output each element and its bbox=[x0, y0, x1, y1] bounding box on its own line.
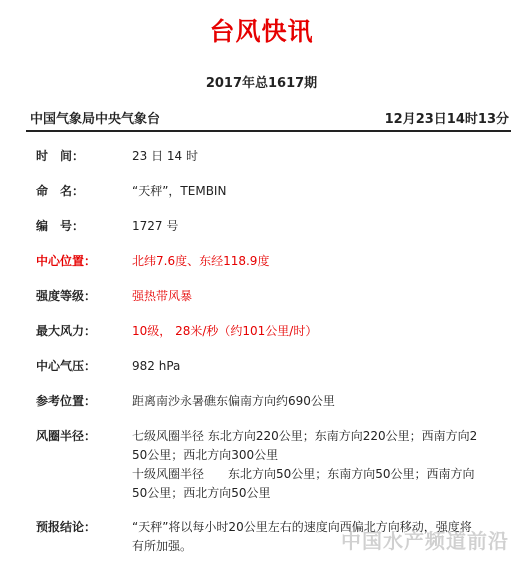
header-divider bbox=[26, 130, 511, 132]
wind-radius-line: 七级风圈半径 东北方向220公里；东南方向220公里；西南方向2 bbox=[132, 429, 478, 443]
watermark: 中国水产频道前沿 bbox=[341, 529, 509, 553]
row-label: 预报结论： bbox=[36, 520, 97, 534]
row-value bbox=[132, 427, 503, 503]
row-label: 中心气压： bbox=[36, 359, 97, 373]
row-label: 编 号： bbox=[36, 219, 85, 233]
row-label: 风圈半径： bbox=[36, 429, 97, 443]
row-label: 强度等级： bbox=[36, 289, 97, 303]
row-label: 命 名： bbox=[36, 184, 85, 198]
row-value: 距离南沙永暑礁东偏南方向约690公里 bbox=[132, 394, 335, 408]
wind-radius-line: 50公里；西北方向50公里 bbox=[132, 486, 271, 500]
agency-name: 中国气象局中央气象台 bbox=[30, 112, 161, 127]
row-value: 982 hPa bbox=[132, 359, 181, 373]
row-label: 参考位置： bbox=[36, 394, 97, 408]
bulletin-header bbox=[30, 108, 509, 128]
row-value: 23 日 14 时 bbox=[132, 149, 198, 163]
forecast-line: “天秤”将以每小时20公里左右的速度向西偏北方向移动，强度将 bbox=[132, 520, 472, 534]
row-value: 10级， 28米/秒（约101公里/时） bbox=[132, 324, 318, 338]
row-value: 北纬7.6度、东经118.9度 bbox=[132, 254, 270, 268]
wind-radius-line: 50公里；西北方向300公里 bbox=[132, 448, 279, 462]
issue-number: 2017年总1617期 bbox=[205, 76, 318, 91]
page-title: 台风快讯 bbox=[209, 17, 314, 46]
row-value: 强热带风暴 bbox=[132, 289, 193, 303]
row-value: 1727 号 bbox=[132, 219, 179, 233]
wind-radius-line: 十级风圈半径 东北方向50公里；东南方向50公里；西南方向 bbox=[132, 467, 475, 481]
row-value: “天秤”，TEMBIN bbox=[132, 184, 227, 198]
row-label: 最大风力： bbox=[36, 324, 97, 338]
forecast-line: 有所加强。 bbox=[132, 539, 193, 553]
row-label: 中心位置： bbox=[36, 254, 97, 268]
issue-datetime: 12月23日14时13分 bbox=[384, 112, 509, 127]
row-label: 时 间： bbox=[36, 149, 85, 163]
